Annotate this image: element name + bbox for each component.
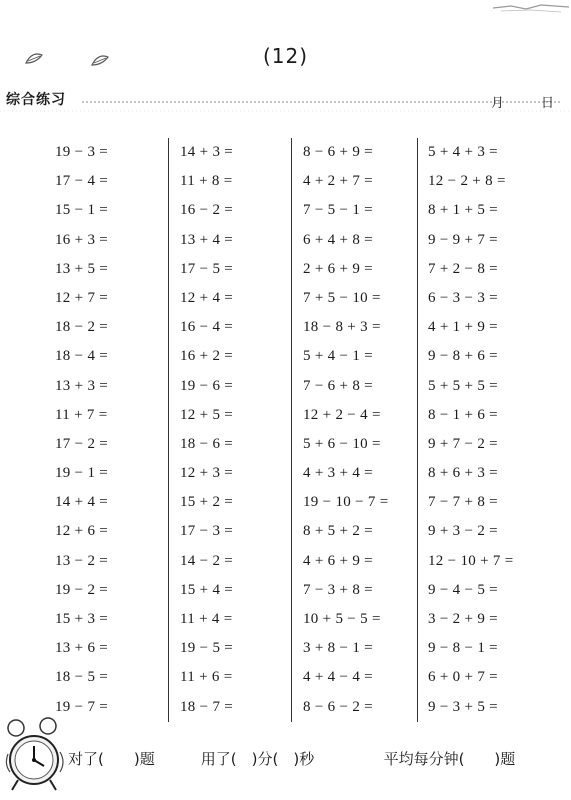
arithmetic-problem: 7 − 5 − 1 = [303,202,373,219]
column-divider [417,138,418,722]
arithmetic-problem: 4 + 3 + 4 = [303,465,373,482]
arithmetic-problem: 19 − 7 = [55,698,109,715]
arithmetic-problem: 7 + 5 − 10 = [303,289,381,306]
arithmetic-problem: 17 − 2 = [55,435,109,452]
arithmetic-problem: 18 − 5 = [55,669,109,686]
arithmetic-problem: 11 + 7 = [55,406,108,423]
arithmetic-problem: 16 + 3 = [55,231,109,248]
arithmetic-problem: 18 − 7 = [180,698,234,715]
footer-average-per-minute: 平均每分钟( )题 [383,750,516,768]
arithmetic-problem: 12 + 4 = [180,289,234,306]
arithmetic-problem: 11 + 6 = [180,669,233,686]
arithmetic-problem: 13 + 5 = [55,260,109,277]
arithmetic-problem: 6 + 4 + 8 = [303,231,373,248]
arithmetic-problem: 7 − 7 + 8 = [428,494,498,511]
arithmetic-problem: 11 + 4 = [180,611,233,627]
date-month-label: 月 [491,96,505,111]
arithmetic-problem: 13 + 4 = [180,231,234,248]
arithmetic-problem: 16 − 2 = [180,202,234,219]
arithmetic-problem: 12 + 2 − 4 = [303,406,381,423]
arithmetic-problem: 9 − 8 + 6 = [428,348,498,365]
arithmetic-problem: 17 − 3 = [180,523,234,540]
arithmetic-problem: 8 + 6 + 3 = [428,465,498,482]
problem-columns [0,138,571,730]
arithmetic-problem: 15 + 4 = [180,581,234,598]
problem-column-3 [303,138,389,722]
arithmetic-problem: 9 − 8 − 1 = [428,640,498,657]
arithmetic-problem: 5 + 4 − 1 = [303,348,373,365]
arithmetic-problem: 8 + 5 + 2 = [303,523,373,540]
arithmetic-problem: 15 + 2 = [180,494,234,511]
arithmetic-problem: 9 − 3 + 5 = [428,698,498,715]
arithmetic-problem: 19 − 1 = [55,465,109,482]
arithmetic-problem: 18 − 6 = [180,435,234,452]
arithmetic-problem: 18 − 2 = [55,319,109,336]
arithmetic-problem: 14 − 2 = [180,552,234,569]
arithmetic-problem: 4 + 1 + 9 = [428,319,498,336]
arithmetic-problem: 16 + 2 = [180,348,234,365]
arithmetic-problem: 7 − 6 + 8 = [303,377,373,394]
arithmetic-problem: 8 + 1 + 5 = [428,202,498,219]
arithmetic-problem: 12 + 5 = [180,406,234,423]
arithmetic-problem: 12 + 6 = [55,523,109,540]
arithmetic-problem: 4 + 4 − 4 = [303,669,373,686]
page-number: (12) [262,44,309,68]
footer-record [68,748,568,769]
scan-smudge-icon [491,0,571,14]
footer-time-used: 用了( )分( )秒 [200,750,315,768]
arithmetic-problem: 8 − 1 + 6 = [428,406,498,423]
arithmetic-problem: 5 + 4 + 3 = [428,144,498,160]
arithmetic-problem: 5 + 6 − 10 = [303,435,381,452]
alarm-clock-icon [4,714,66,796]
problem-column-2 [180,138,233,722]
arithmetic-problem: 17 − 5 = [180,260,234,277]
arithmetic-problem: 18 − 4 = [55,348,109,365]
header-band [0,85,571,115]
arithmetic-problem: 19 − 10 − 7 = [303,494,389,511]
arithmetic-problem: 11 + 8 = [180,173,233,190]
arithmetic-problem: 19 − 5 = [180,640,234,657]
arithmetic-problem: 6 + 0 + 7 = [428,669,498,686]
arithmetic-problem: 9 + 7 − 2 = [428,435,498,452]
arithmetic-problem: 17 − 4 = [55,173,109,190]
arithmetic-problem: 19 − 6 = [180,377,234,394]
arithmetic-problem: 13 + 6 = [55,640,109,657]
footer-correct-count: 对了( )题 [68,750,155,768]
arithmetic-problem: 19 − 3 = [55,144,109,160]
arithmetic-problem: 15 − 1 = [55,202,109,219]
arithmetic-problem: 9 + 3 − 2 = [428,523,498,540]
arithmetic-problem: 14 + 4 = [55,494,109,511]
arithmetic-problem: 15 + 3 = [55,611,109,627]
arithmetic-problem: 12 − 2 + 8 = [428,173,506,190]
arithmetic-problem: 3 + 8 − 1 = [303,640,373,657]
arithmetic-problem: 8 − 6 − 2 = [303,698,373,715]
arithmetic-problem: 6 − 3 − 3 = [428,289,498,306]
arithmetic-problem: 4 + 2 + 7 = [303,173,373,190]
arithmetic-problem: 9 − 4 − 5 = [428,581,498,598]
arithmetic-problem: 2 + 6 + 9 = [303,260,373,277]
arithmetic-problem: 13 + 3 = [55,377,109,394]
arithmetic-problem: 8 − 6 + 9 = [303,144,373,160]
arithmetic-problem: 10 + 5 − 5 = [303,611,381,627]
arithmetic-problem: 14 + 3 = [180,144,234,160]
arithmetic-problem: 3 − 2 + 9 = [428,611,498,627]
arithmetic-problem: 4 + 6 + 9 = [303,552,373,569]
arithmetic-problem: 12 + 7 = [55,289,109,306]
arithmetic-problem: 7 − 3 + 8 = [303,581,373,598]
arithmetic-problem: 12 − 10 + 7 = [428,552,514,569]
column-divider [291,138,292,722]
date-day-label: 日 [541,96,555,111]
problem-column-4 [428,138,514,722]
problem-column-1 [55,138,108,722]
arithmetic-problem: 5 + 5 + 5 = [428,377,498,394]
arithmetic-problem: 13 − 2 = [55,552,109,569]
arithmetic-problem: 19 − 2 = [55,581,109,598]
arithmetic-problem: 16 − 4 = [180,319,234,336]
arithmetic-problem: 7 + 2 − 8 = [428,260,498,277]
column-divider [168,138,169,722]
arithmetic-problem: 12 + 3 = [180,465,234,482]
arithmetic-problem: 9 − 9 + 7 = [428,231,498,248]
section-title: 综合练习 [6,92,66,108]
arithmetic-problem: 18 − 8 + 3 = [303,319,381,336]
